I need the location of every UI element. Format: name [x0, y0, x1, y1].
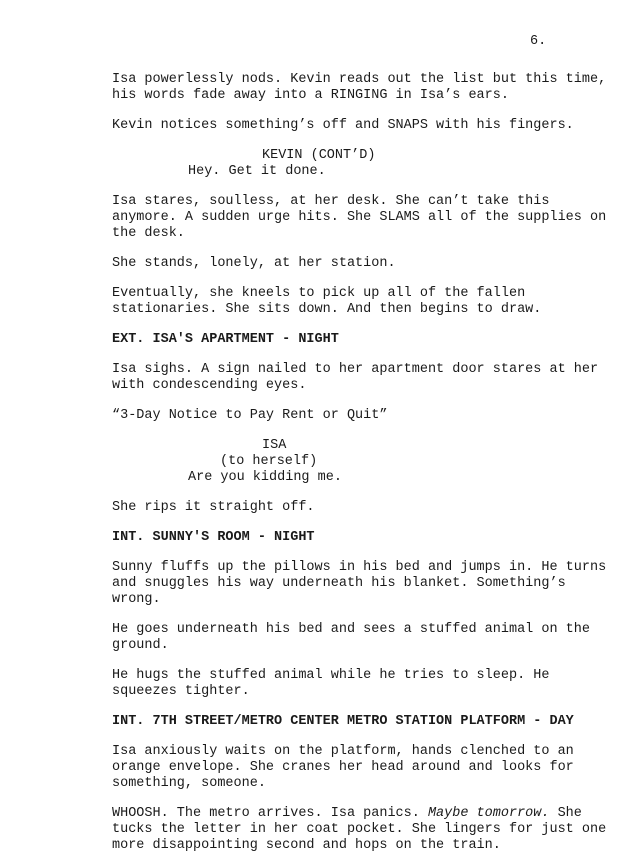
scene-heading: INT. 7TH STREET/METRO CENTER METRO STATION PLATFORM - DAY	[112, 714, 574, 729]
action-line: She stands, lonely, at her station.	[112, 256, 396, 271]
action-line: Isa sighs. A sign nailed to her apartment door stares at her with condescending eyes.	[112, 362, 599, 393]
scene-heading: INT. SUNNY'S ROOM - NIGHT	[112, 530, 315, 545]
action-line: He goes underneath his bed and sees a stuffed animal on the ground.	[112, 622, 590, 653]
action-line: Isa anxiously waits on the platform, hands clenched to an orange envelope. She cranes her head around and looks for something, someone.	[112, 744, 574, 791]
action-text: WHOOSH. The metro arrives. Isa panics.	[112, 806, 428, 821]
action-line: Isa stares, soulless, at her desk. She can’t take this anymore. A sudden urge hits. She SLAMS all of the supplies on the desk.	[112, 194, 607, 241]
script-body	[112, 72, 607, 868]
action-line: Kevin notices something’s off and SNAPS with his fingers.	[112, 118, 574, 133]
scene-heading: EXT. ISA'S APARTMENT - NIGHT	[112, 332, 339, 347]
action-line: She rips it straight off.	[112, 500, 315, 515]
page-number: 6.	[530, 34, 547, 49]
action-line: “3-Day Notice to Pay Rent or Quit”	[112, 408, 388, 423]
action-text: She tucks the letter in her coat pocket. She lingers for just one more disappointing second and hops on the train.	[112, 806, 607, 853]
character-cue: ISA	[262, 438, 287, 453]
dialogue-line: Are you kidding me.	[188, 470, 342, 485]
dialogue-line: Hey. Get it done.	[188, 164, 326, 179]
action-line-mixed	[112, 806, 607, 854]
character-cue: KEVIN (CONT’D)	[262, 148, 376, 163]
parenthetical: (to herself)	[220, 454, 318, 469]
action-line: He hugs the stuffed animal while he tries to sleep. He squeezes tighter.	[112, 668, 550, 699]
action-line: Isa powerlessly nods. Kevin reads out the list but this time, his words fade away into a RINGING in Isa’s ears.	[112, 72, 607, 103]
action-text-italic: Maybe tomorrow.	[427, 806, 550, 821]
action-line: Sunny fluffs up the pillows in his bed and jumps in. He turns and snuggles his way underneath his blanket. Something’s wrong.	[112, 560, 607, 607]
action-line: Eventually, she kneels to pick up all of the fallen stationaries. She sits down. And then begins to draw.	[112, 286, 542, 317]
